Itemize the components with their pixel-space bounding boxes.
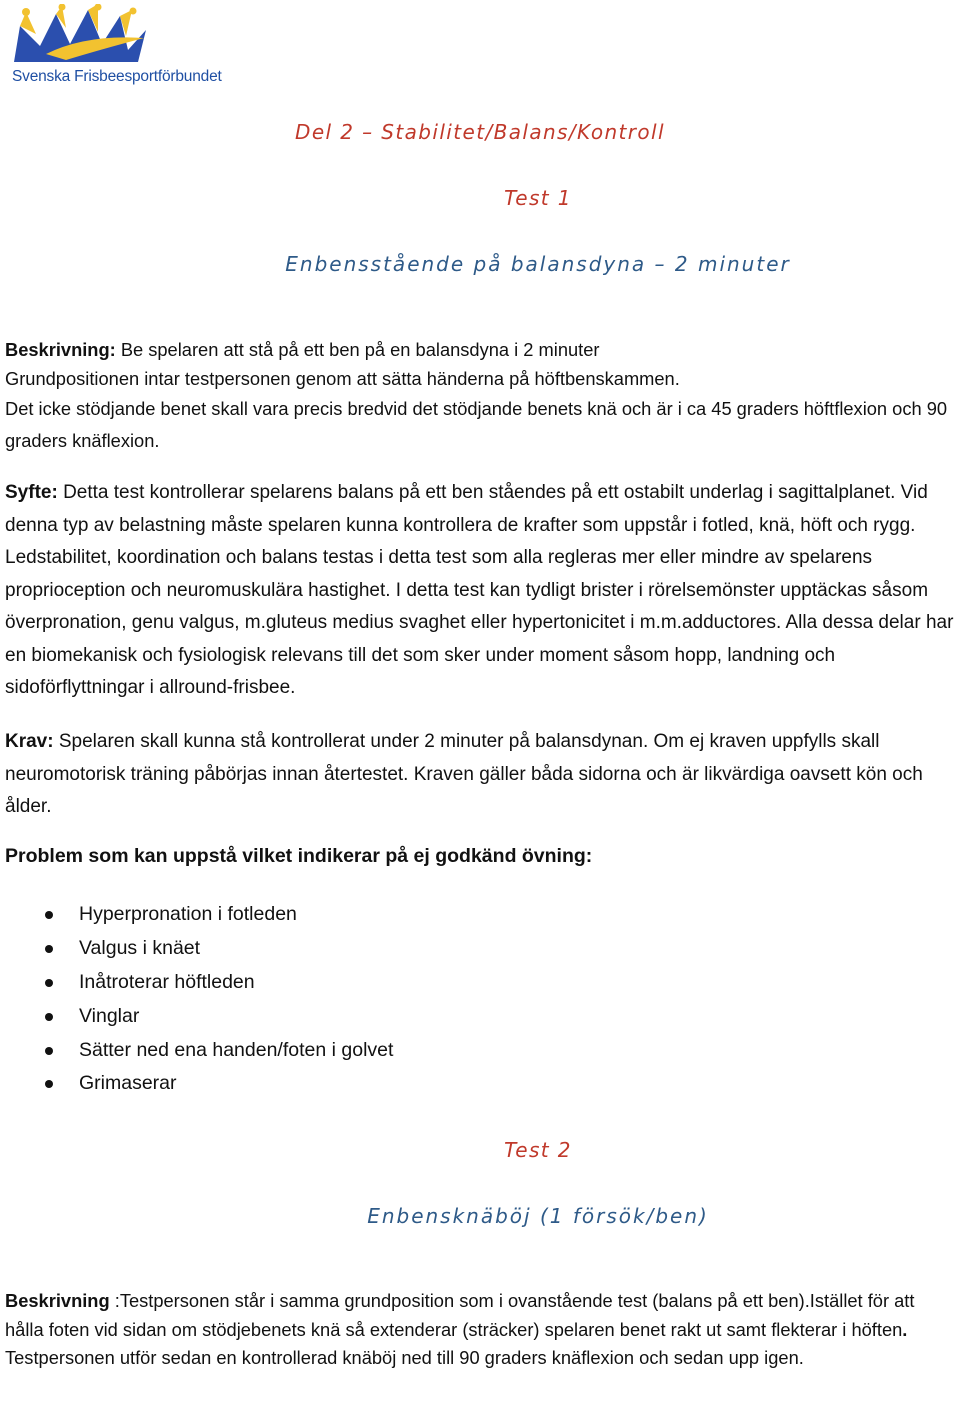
test1-description	[5, 336, 955, 457]
description-text-2: Grundpositionen intar testpersonen genom att sätta händerna på höftbenskammen.	[5, 367, 680, 389]
list-item: Grimaserar	[5, 1067, 705, 1101]
test2-description-text-a: :Testpersonen står i samma grundposition som i ovanstående test (balans på ett ben).Istället för att hålla foten vid sidan om stödjebenets knä så extenderar (sträcker) spelaren benet rakt ut samt flekterar i höften	[5, 1290, 915, 1340]
bullet-icon	[45, 1047, 53, 1055]
problem-heading: Problem som kan uppstå vilket indikerar på ej godkänd övning:	[5, 845, 593, 867]
logo	[6, 4, 222, 90]
logo-text: Svenska Frisbeesportförbundet	[12, 68, 222, 85]
bullet-icon	[45, 911, 53, 919]
bullet-icon	[45, 1013, 53, 1021]
test1-requirement	[5, 726, 955, 824]
bullet-icon	[45, 979, 53, 987]
list-item: Inåtroterar höftleden	[5, 966, 705, 1000]
description-text-1: Be spelaren att stå på ett ben på en balansdyna i 2 minuter	[115, 339, 600, 360]
requirement-label: Krav:	[5, 731, 54, 752]
list-item: Hyperpronation i fotleden	[5, 898, 705, 932]
description-text-3: Det icke stödjande benet skall vara precis bredvid det stödjande benets knä och är i ca 45 graders höftflexion och 90 graders knäflexion.	[5, 398, 948, 452]
test2-subtitle: Enbensknäböj (1 försök/ben)	[367, 1204, 709, 1228]
list-item: Valgus i knäet	[5, 932, 705, 966]
purpose-text: Detta test kontrollerar spelarens balans på ett ben ståendes på ett ostabilt underlag i sagittalplanet. Vid denna typ av belastning måste spelaren kunna kontrollera de krafter som uppstår i fotled, knä, höft och rygg. Ledstabilitet, koordination och balans testas i detta test som alla regleras mer eller mindre av spelarens proprioception och neuromuskulära hastighet. I detta test kan tydligt brister i rörelsemönster upptäckas såsom överpronation, genu valgus, m.gluteus medius svaghet eller hypertonicitet i m.m.adductores. Alla dessa delar har en biomekanisk och fysiologisk relevans till det som sker under moment såsom hopp, landning och sidoförflyttningar i allround-frisbee.	[5, 482, 954, 698]
test2-title: Test 2	[504, 1138, 572, 1162]
test1-purpose	[5, 477, 955, 705]
list-item: Sätter ned ena handen/foten i golvet	[5, 1034, 705, 1068]
part-title: Del 2 – Stabilitet/Balans/Kontroll	[295, 120, 665, 144]
test2-description: Beskrivning :Testpersonen står i samma grundposition som i ovanstående test (balans på ett ben).Istället för att hålla foten vid sidan om stödjebenets knä så extenderar (sträcker) spelaren benet rakt ut samt flekterar i höften. Testpersonen utför sedan en kontrollerad knäböj ned till 90 graders knäflexion och sedan upp igen.	[5, 1290, 915, 1369]
test1-subtitle: Enbensstående på balansdyna – 2 minuter	[285, 252, 791, 276]
test2-description-text-b: Testpersonen utför sedan en kontrollerad knäböj ned till 90 graders knäflexion och sedan upp igen.	[5, 1347, 804, 1369]
test2-description-label: Beskrivning	[5, 1290, 110, 1311]
bullet-icon	[45, 945, 53, 953]
crown-icon	[6, 4, 156, 70]
problem-list	[5, 898, 705, 1101]
description-label: Beskrivning:	[5, 339, 116, 360]
purpose-label: Syfte:	[5, 482, 58, 503]
bullet-icon	[45, 1080, 53, 1088]
list-item: Vinglar	[5, 1000, 705, 1034]
test1-title: Test 1	[504, 186, 572, 210]
requirement-text: Spelaren skall kunna stå kontrollerat under 2 minuter på balansdynan. Om ej kraven uppfylls skall neuromotorisk träning påbörjas innan återtestet. Kraven gäller båda sidorna och är likvärdiga oavsett kön och ålder.	[5, 731, 923, 817]
